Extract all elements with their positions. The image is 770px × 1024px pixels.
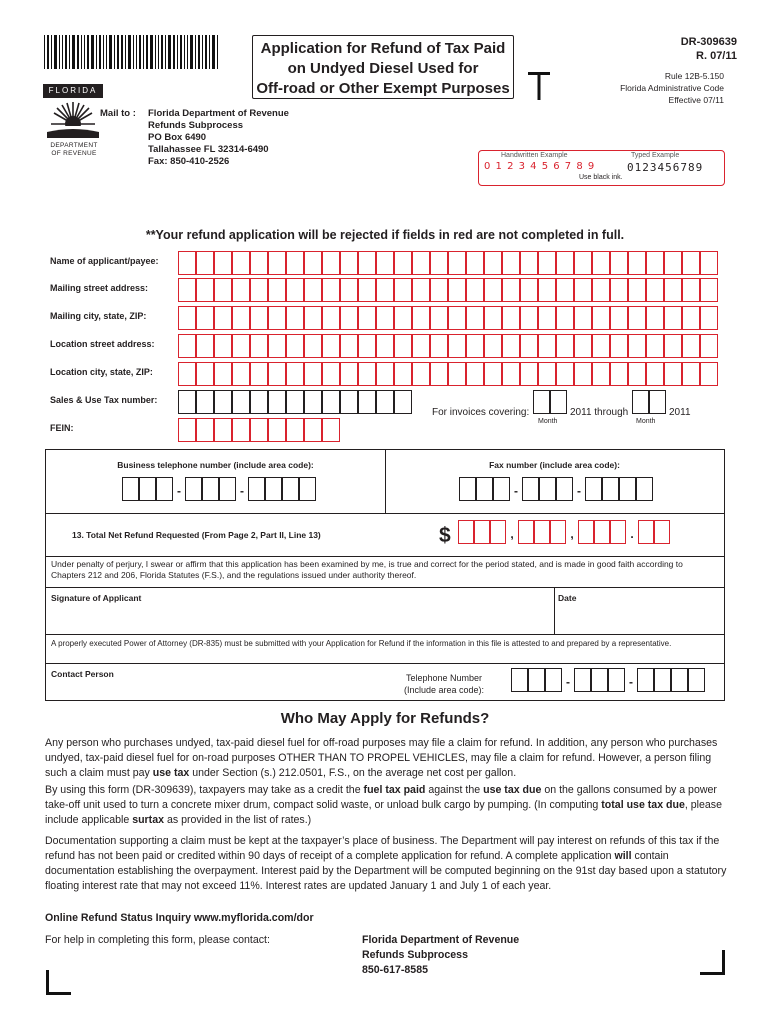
char-box[interactable]: [304, 418, 322, 442]
char-box[interactable]: [322, 362, 340, 386]
char-box[interactable]: [520, 334, 538, 358]
separator: .: [630, 527, 634, 541]
net-refund-label: 13. Total Net Refund Requested (From Page 2, Part II, Line 13): [72, 530, 321, 540]
char-box[interactable]: [528, 668, 545, 692]
char-box[interactable]: [214, 306, 232, 330]
location-street-label: Location street address:: [50, 339, 155, 349]
char-box[interactable]: [646, 306, 664, 330]
char-box[interactable]: [556, 251, 574, 275]
online-status-inquiry: Online Refund Status Inquiry www.myflorida.com/dor: [45, 912, 314, 924]
char-box[interactable]: [664, 306, 682, 330]
separator: -: [177, 484, 181, 498]
business-phone-label: Business telephone number (include area code):: [117, 460, 314, 470]
fax-input[interactable]: [459, 477, 653, 505]
char-box[interactable]: [592, 306, 610, 330]
char-box[interactable]: [304, 306, 322, 330]
char-box[interactable]: [700, 306, 718, 330]
registration-mark-icon: [528, 72, 550, 100]
char-box[interactable]: [322, 251, 340, 275]
char-box[interactable]: [394, 390, 412, 414]
char-box[interactable]: [248, 477, 265, 501]
char-box[interactable]: [219, 477, 236, 501]
mailing-street-input[interactable]: [178, 278, 718, 302]
char-box[interactable]: [700, 278, 718, 302]
char-box[interactable]: [474, 520, 490, 544]
char-box[interactable]: [322, 390, 340, 414]
char-box[interactable]: [538, 306, 556, 330]
char-box[interactable]: [250, 306, 268, 330]
char-box[interactable]: [358, 306, 376, 330]
char-box[interactable]: [534, 520, 550, 544]
char-box[interactable]: [700, 362, 718, 386]
separator: -: [514, 484, 518, 498]
char-box[interactable]: [518, 520, 534, 544]
char-box[interactable]: [466, 362, 484, 386]
char-box[interactable]: [412, 334, 430, 358]
char-box[interactable]: [394, 306, 412, 330]
char-box[interactable]: [550, 520, 566, 544]
char-box[interactable]: [610, 278, 628, 302]
contact-person-field[interactable]: [56, 678, 386, 698]
char-box[interactable]: [592, 362, 610, 386]
char-box[interactable]: [286, 306, 304, 330]
char-box[interactable]: [232, 306, 250, 330]
char-box[interactable]: [196, 362, 214, 386]
warning-banner: **Your refund application will be rejected if fields in red are not completed in full.: [145, 228, 625, 242]
char-box[interactable]: [484, 251, 502, 275]
perjury-statement: Under penalty of perjury, I swear or affirm that this application has been examined by me, is true and correct for the period stated, and is made in good faith according to Chapters 212 and 206, Florida Statutes (F.S.), and the regulations issued under authority thereof.: [51, 559, 683, 580]
signature-label: Signature of Applicant: [51, 593, 142, 603]
char-box[interactable]: [538, 278, 556, 302]
char-box[interactable]: [358, 278, 376, 302]
char-box[interactable]: [502, 362, 520, 386]
char-box[interactable]: [185, 477, 202, 501]
char-box[interactable]: [466, 334, 484, 358]
char-box[interactable]: [628, 278, 646, 302]
char-box[interactable]: [122, 477, 139, 501]
char-box[interactable]: [682, 334, 700, 358]
char-box[interactable]: [539, 477, 556, 501]
char-box[interactable]: [490, 520, 506, 544]
char-box[interactable]: [412, 278, 430, 302]
year-through-label: 2011 through: [570, 407, 629, 418]
month-caption-2: Month: [636, 418, 656, 425]
char-box[interactable]: [592, 251, 610, 275]
char-box[interactable]: [304, 362, 322, 386]
char-box[interactable]: [304, 278, 322, 302]
business-phone-input[interactable]: [122, 477, 316, 505]
char-box[interactable]: [340, 278, 358, 302]
char-box[interactable]: [376, 390, 394, 414]
char-box[interactable]: [610, 306, 628, 330]
char-box[interactable]: [448, 362, 466, 386]
char-box[interactable]: [602, 477, 619, 501]
char-box[interactable]: [619, 477, 636, 501]
month-caption-1: Month: [538, 418, 558, 425]
char-box[interactable]: [610, 362, 628, 386]
char-box[interactable]: [430, 251, 448, 275]
char-box[interactable]: [700, 251, 718, 275]
char-box[interactable]: [376, 278, 394, 302]
char-box[interactable]: [178, 306, 196, 330]
paragraph-3: Documentation supporting a claim must be kept at the taxpayer’s place of business. The Department will pay interest on refunds of this tax if the refund has not been paid or credited within 90 days of receipt of a complete application for refund. A complete application will contain documentation establishing the overpayment. Interest paid by the Department will be computed beginning on the 91st day based upon a statutory floating interest rate that may not exceed 11%. Interest rates are updated January 1 and July 1 of each year.: [45, 835, 727, 892]
char-box[interactable]: [286, 418, 304, 442]
char-box[interactable]: [476, 477, 493, 501]
char-box[interactable]: [430, 306, 448, 330]
paragraph-2: By using this form (DR-309639), taxpayers may take as a credit the fuel tax paid against the use tax due on the gallons consumed by a power take-off unit used to turn a concrete mixer drum, compact solid waste, or unload bulk cargo by pumping. (In computing total use tax due, please include applicable surtax as provided in the list of rates.): [45, 784, 722, 826]
separator: -: [577, 484, 581, 498]
char-box[interactable]: [628, 251, 646, 275]
char-box[interactable]: [430, 278, 448, 302]
char-box[interactable]: [592, 278, 610, 302]
char-box[interactable]: [412, 306, 430, 330]
char-box[interactable]: [196, 334, 214, 358]
char-box[interactable]: [556, 306, 574, 330]
char-box[interactable]: [682, 362, 700, 386]
char-box[interactable]: [250, 251, 268, 275]
char-box[interactable]: [322, 418, 340, 442]
mail-to-label: Mail to :: [100, 108, 136, 119]
char-box[interactable]: [214, 418, 232, 442]
char-box[interactable]: [214, 390, 232, 414]
char-box[interactable]: [628, 362, 646, 386]
char-box[interactable]: [511, 668, 528, 692]
separator: ,: [570, 527, 574, 541]
char-box[interactable]: [628, 306, 646, 330]
char-box[interactable]: [520, 306, 538, 330]
char-box[interactable]: [214, 251, 232, 275]
char-box[interactable]: [202, 477, 219, 501]
char-box[interactable]: [268, 362, 286, 386]
char-box[interactable]: [545, 668, 562, 692]
char-box[interactable]: [646, 362, 664, 386]
char-box[interactable]: [556, 362, 574, 386]
char-box[interactable]: [466, 251, 484, 275]
signature-field[interactable]: [56, 602, 546, 630]
char-box[interactable]: [682, 306, 700, 330]
char-box[interactable]: [502, 334, 520, 358]
char-box[interactable]: [646, 251, 664, 275]
char-box[interactable]: [196, 390, 214, 414]
char-box[interactable]: [265, 477, 282, 501]
char-box[interactable]: [556, 278, 574, 302]
char-box[interactable]: [448, 251, 466, 275]
fein-input[interactable]: [178, 418, 340, 442]
telephone-label: Telephone Number (Include area code):: [404, 673, 485, 695]
start-month-input[interactable]: [533, 390, 567, 414]
char-box[interactable]: [178, 362, 196, 386]
char-box[interactable]: [322, 334, 340, 358]
char-box[interactable]: [232, 334, 250, 358]
char-box[interactable]: [654, 668, 671, 692]
mailing-street-label: Mailing street address:: [50, 283, 149, 293]
end-month-input[interactable]: [632, 390, 666, 414]
char-box[interactable]: [178, 278, 196, 302]
char-box[interactable]: [268, 278, 286, 302]
char-box[interactable]: [282, 477, 299, 501]
char-box[interactable]: [178, 418, 196, 442]
char-box[interactable]: [466, 306, 484, 330]
dollar-sign: $: [439, 524, 451, 547]
char-box[interactable]: [250, 362, 268, 386]
char-box[interactable]: [502, 306, 520, 330]
char-box[interactable]: [466, 278, 484, 302]
char-box[interactable]: [484, 306, 502, 330]
char-box[interactable]: [688, 668, 705, 692]
mailing-city-label: Mailing city, state, ZIP:: [50, 311, 147, 321]
char-box[interactable]: [664, 278, 682, 302]
char-box[interactable]: [502, 251, 520, 275]
char-box[interactable]: [394, 278, 412, 302]
char-box[interactable]: [304, 251, 322, 275]
char-box[interactable]: [232, 390, 250, 414]
char-box[interactable]: [299, 477, 316, 501]
char-box[interactable]: [268, 418, 286, 442]
date-label: Date: [558, 593, 577, 603]
fax-label: Fax number (include area code):: [489, 460, 620, 470]
char-box[interactable]: [358, 251, 376, 275]
char-box[interactable]: [610, 251, 628, 275]
char-box[interactable]: [574, 278, 592, 302]
char-box[interactable]: [304, 390, 322, 414]
poa-statement: A properly executed Power of Attorney (DR-835) must be submitted with your Application for Refund if the information in this file is attested to and prepared by a representative.: [51, 639, 672, 648]
handwritten-example-label: Handwritten Example: [501, 152, 568, 159]
char-box[interactable]: [459, 477, 476, 501]
char-box[interactable]: [286, 278, 304, 302]
char-box[interactable]: [394, 251, 412, 275]
char-box[interactable]: [484, 334, 502, 358]
logo-dor-text: DEPARTMENT OF REVENUE: [50, 142, 98, 157]
char-box[interactable]: [304, 334, 322, 358]
char-box[interactable]: [232, 362, 250, 386]
char-box[interactable]: [394, 362, 412, 386]
char-box[interactable]: [250, 390, 268, 414]
contact-telephone-input[interactable]: [511, 668, 705, 696]
char-box[interactable]: [376, 251, 394, 275]
char-box[interactable]: [608, 668, 625, 692]
char-box[interactable]: [178, 390, 196, 414]
char-box[interactable]: [632, 390, 649, 414]
char-box[interactable]: [430, 334, 448, 358]
char-box[interactable]: [412, 362, 430, 386]
char-box[interactable]: [358, 334, 376, 358]
mailing-city-input[interactable]: [178, 306, 718, 330]
char-box[interactable]: [591, 668, 608, 692]
char-box[interactable]: [574, 362, 592, 386]
char-box[interactable]: [394, 334, 412, 358]
corner-mark-right: [700, 950, 725, 975]
help-text: For help in completing this form, please contact:: [45, 934, 270, 946]
char-box[interactable]: [448, 278, 466, 302]
handwritten-digits: 0 1 2 3 4 5 6 7 8 9: [484, 161, 596, 172]
barcode: [44, 35, 224, 69]
char-box[interactable]: [638, 520, 654, 544]
char-box[interactable]: [232, 418, 250, 442]
char-box[interactable]: [268, 306, 286, 330]
char-box[interactable]: [628, 334, 646, 358]
char-box[interactable]: [585, 477, 602, 501]
char-box[interactable]: [250, 334, 268, 358]
char-box[interactable]: [574, 668, 591, 692]
char-box[interactable]: [214, 278, 232, 302]
char-box[interactable]: [578, 520, 594, 544]
char-box[interactable]: [196, 278, 214, 302]
typed-digits: 0123456789: [627, 161, 704, 174]
char-box[interactable]: [520, 278, 538, 302]
char-box[interactable]: [250, 278, 268, 302]
char-box[interactable]: [214, 334, 232, 358]
sales-tax-label: Sales & Use Tax number:: [50, 395, 158, 405]
char-box[interactable]: [286, 334, 304, 358]
char-box[interactable]: [178, 334, 196, 358]
char-box[interactable]: [592, 334, 610, 358]
char-box[interactable]: [232, 278, 250, 302]
location-city-input[interactable]: [178, 362, 718, 386]
char-box[interactable]: [358, 362, 376, 386]
char-box[interactable]: [556, 477, 573, 501]
char-box[interactable]: [268, 334, 286, 358]
char-box[interactable]: [268, 251, 286, 275]
char-box[interactable]: [268, 390, 286, 414]
char-box[interactable]: [286, 362, 304, 386]
char-box[interactable]: [654, 520, 670, 544]
char-box[interactable]: [700, 334, 718, 358]
contact-person-label: Contact Person: [51, 669, 114, 679]
char-box[interactable]: [196, 418, 214, 442]
char-box[interactable]: [538, 362, 556, 386]
char-box[interactable]: [594, 520, 610, 544]
name-label: Name of applicant/payee:: [50, 256, 159, 266]
sales-tax-input[interactable]: [178, 390, 412, 414]
logo-florida-text: FLORIDA: [48, 86, 98, 95]
name-input[interactable]: [178, 251, 718, 275]
char-box[interactable]: [358, 390, 376, 414]
char-box[interactable]: [340, 251, 358, 275]
year-end-label: 2011: [669, 407, 691, 418]
char-box[interactable]: [502, 278, 520, 302]
char-box[interactable]: [458, 520, 474, 544]
char-box[interactable]: [646, 334, 664, 358]
char-box[interactable]: [484, 362, 502, 386]
char-box[interactable]: [139, 477, 156, 501]
location-city-label: Location city, state, ZIP:: [50, 367, 153, 377]
char-box[interactable]: [682, 278, 700, 302]
char-box[interactable]: [322, 278, 340, 302]
char-box[interactable]: [493, 477, 510, 501]
paragraph-1: Any person who purchases undyed, tax-paid diesel fuel for off-road purposes may file a claim for refund. In addition, any person who purchases undyed, tax-paid diesel fuel for on-road purposes OTHER THAN TO PROPEL VEHICLES, may file a claim for refund. However, a person filing such a claim must pay use tax under Section (s.) 212.0501, F.S., on the average net cost per gallon.: [45, 737, 718, 779]
char-box[interactable]: [484, 278, 502, 302]
char-box[interactable]: [533, 390, 550, 414]
char-box[interactable]: [649, 390, 666, 414]
char-box[interactable]: [550, 390, 567, 414]
char-box[interactable]: [430, 362, 448, 386]
separator: -: [240, 484, 244, 498]
char-box[interactable]: [574, 334, 592, 358]
char-box[interactable]: [520, 362, 538, 386]
corner-mark-left: [46, 970, 71, 995]
char-box[interactable]: [556, 334, 574, 358]
char-box[interactable]: [376, 306, 394, 330]
help-contact: Florida Department of Revenue Refunds Subprocess 850-617-8585: [362, 934, 520, 976]
char-box[interactable]: [664, 334, 682, 358]
date-field[interactable]: [558, 602, 718, 630]
char-box[interactable]: [646, 278, 664, 302]
char-box[interactable]: [156, 477, 173, 501]
char-box[interactable]: [232, 251, 250, 275]
char-box[interactable]: [448, 334, 466, 358]
char-box[interactable]: [196, 251, 214, 275]
char-box[interactable]: [538, 334, 556, 358]
char-box[interactable]: [340, 306, 358, 330]
form-number: DR-309639 R. 07/11: [680, 36, 737, 62]
char-box[interactable]: [214, 362, 232, 386]
char-box[interactable]: [671, 668, 688, 692]
char-box[interactable]: [376, 334, 394, 358]
rule-reference: Rule 12B-5.150 Florida Administrative Code Effective 07/11: [620, 71, 724, 105]
char-box[interactable]: [286, 251, 304, 275]
char-box[interactable]: [448, 306, 466, 330]
char-box[interactable]: [286, 390, 304, 414]
who-may-apply-title: Who May Apply for Refunds?: [280, 710, 490, 727]
char-box[interactable]: [340, 362, 358, 386]
char-box[interactable]: [574, 306, 592, 330]
char-box[interactable]: [664, 251, 682, 275]
char-box[interactable]: [520, 251, 538, 275]
char-box[interactable]: [610, 520, 626, 544]
char-box[interactable]: [574, 251, 592, 275]
typed-example-label: Typed Example: [631, 152, 680, 159]
mail-address: Florida Department of Revenue Refunds Subprocess PO Box 6490 Tallahassee FL 32314-6490 Fax: 850-410-2526: [148, 108, 289, 167]
char-box[interactable]: [538, 251, 556, 275]
char-box[interactable]: [610, 334, 628, 358]
char-box[interactable]: [322, 306, 340, 330]
char-box[interactable]: [522, 477, 539, 501]
separator: -: [566, 675, 570, 689]
example-box: [478, 150, 725, 186]
fein-label: FEIN:: [50, 423, 74, 433]
char-box[interactable]: [376, 362, 394, 386]
refund-amount-input[interactable]: [458, 520, 670, 548]
location-street-input[interactable]: [178, 334, 718, 358]
separator: ,: [510, 527, 514, 541]
char-box[interactable]: [682, 251, 700, 275]
char-box[interactable]: [340, 390, 358, 414]
char-box[interactable]: [178, 251, 196, 275]
char-box[interactable]: [412, 251, 430, 275]
char-box[interactable]: [250, 418, 268, 442]
form-title: Application for Refund of Tax Paid on Undyed Diesel Used for Off-road or Other Exempt Purposes: [252, 35, 514, 99]
ink-note: Use black ink.: [579, 174, 623, 181]
separator: -: [629, 675, 633, 689]
invoices-label: For invoices covering:: [432, 407, 530, 418]
char-box[interactable]: [340, 334, 358, 358]
char-box[interactable]: [196, 306, 214, 330]
char-box[interactable]: [637, 668, 654, 692]
char-box[interactable]: [664, 362, 682, 386]
char-box[interactable]: [636, 477, 653, 501]
